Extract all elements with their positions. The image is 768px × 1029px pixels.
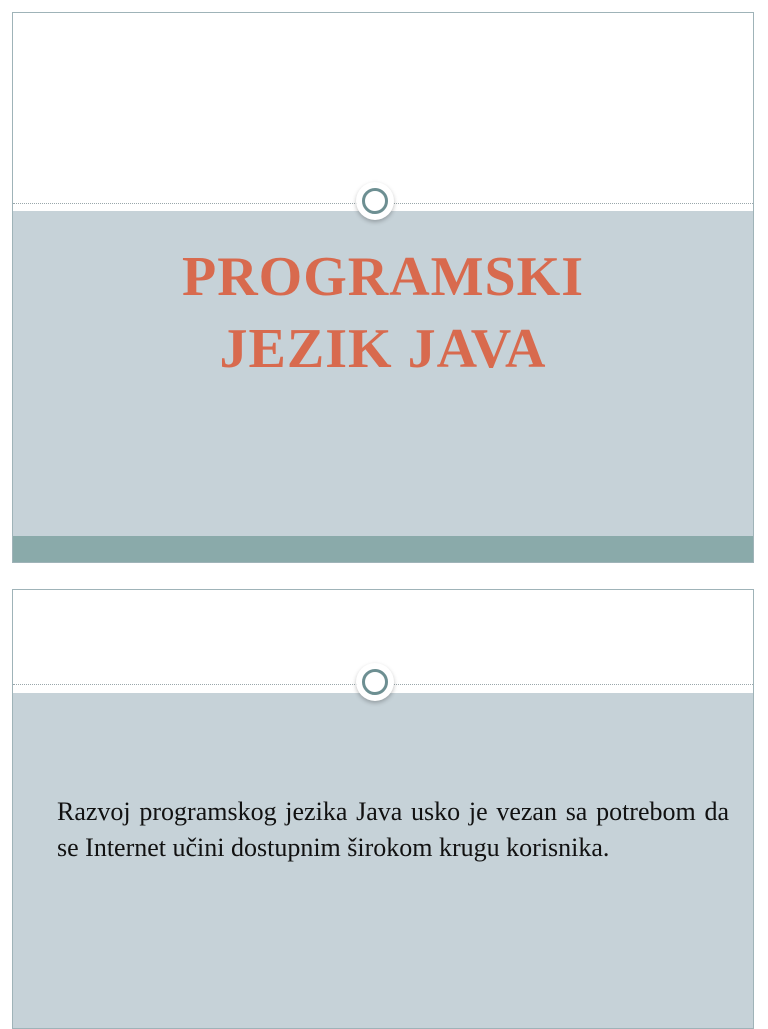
slide-header-area — [13, 13, 753, 204]
slide-title — [13, 241, 753, 385]
ring-ornament-icon — [356, 182, 394, 220]
title-line-2: JEZIK JAVA — [219, 318, 547, 380]
title-line-1: PROGRAMSKI — [182, 246, 584, 308]
ring-ornament-icon — [356, 663, 394, 701]
slide-1 — [12, 12, 754, 563]
slide-footer-bar — [13, 536, 753, 562]
slide-body-text: Razvoj programskog jezika Java usko je vezan sa potrebom da se Internet učini dostupnim širokom krugu korisnika. — [57, 797, 729, 862]
slide-2 — [12, 589, 754, 1029]
